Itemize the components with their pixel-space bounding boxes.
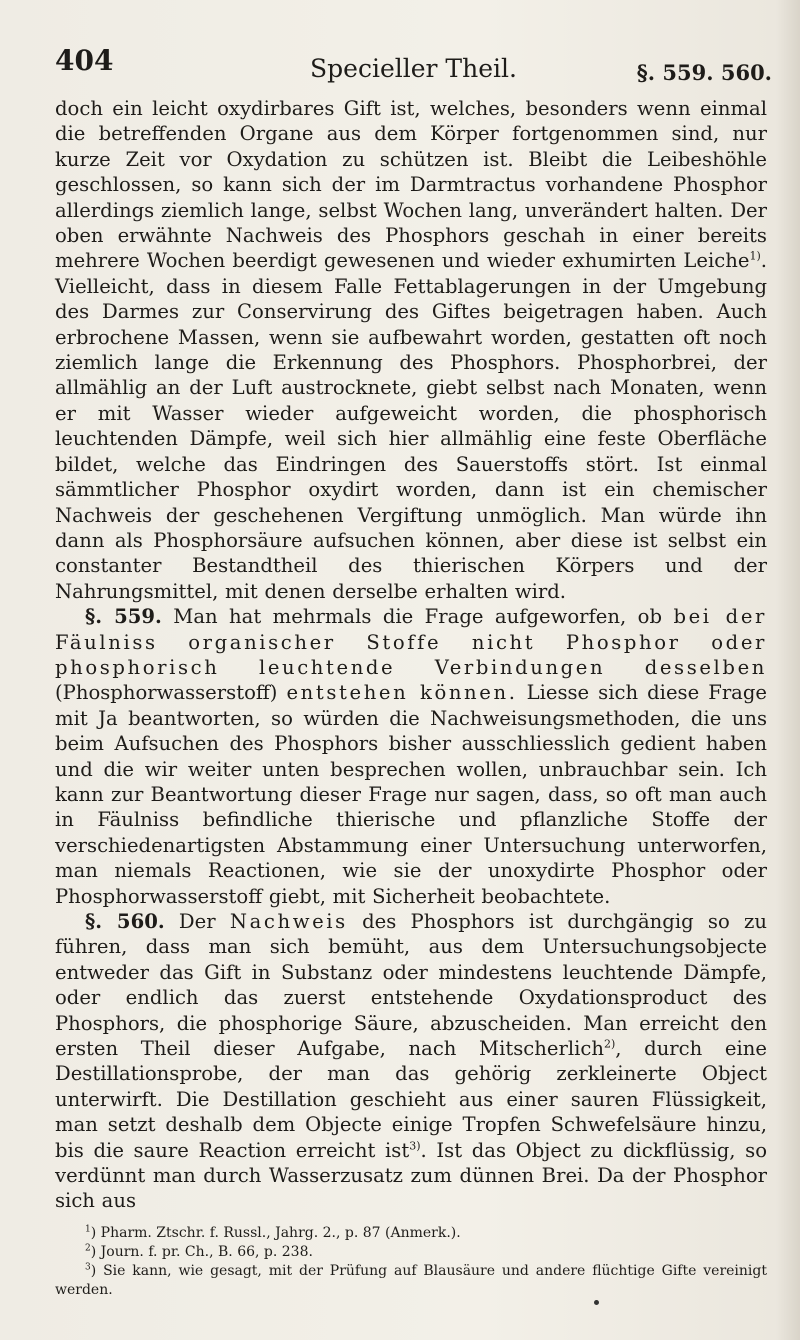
page-header [55,44,772,84]
paragraph-560: §. 560. Der Nachweis des Phosphors ist durchgängig so zu führen, dass man sich bemüht, aus dem Untersuchungsobjecte entweder das Gift in Substanz oder mindestens leuchtende Dämpfe, oder endlich das zuerst entstehende Oxydationsproduct des Phosphors, die phosphorige Säure, abzuscheiden. Man erreicht den ersten Theil dieser Aufgabe, nach Mitscherlich$^{2)}$, durch eine Destillationsprobe, der man das gehörig zerkleinerte Object unterwirft. Die Destillation geschieht aus einer sauren Flüssigkeit, man setzt deshalb dem Objecte einige Tropfen Schwefelsäure hinzu, bis die saure Reaction erreicht ist$^{3)}$. Ist das Object zu dickflüssig, so verdünnt man durch Wasserzusatz zum dünnen Brei. Da der Phosphor sich aus [55,910,767,1213]
paragraph-559: §. 559. Man hat mehrmals die Frage aufgeworfen, ob bei der Fäulniss organischer Stoffe nicht Phosphor oder phosphorisch leuchtende Verbindungen desselben (Phosphorwasserstoff) entstehen können. Liesse sich diese Frage mit Ja beantworten, so würden die Nachweisungsmethoden, die uns beim Aufsuchen des Phosphors bisher ausschliesslich gedient haben und die wir weiter unten besprechen wollen, unbrauchbar sein. Ich kann zur Beantwortung dieser Frage nur sagen, dass, so oft man auch in Fäulniss befindliche thierische und pflanzliche Stoffe der verschiedenartigsten Abstammung einer Untersuchung unterworfen, man niemals Reactionen, wie sie der unoxydirte Phosphor oder Phosphorwasserstoff giebt, mit Sicherheit beobachtete. [55,605,768,908]
emphasis-spaced: entstehen können. [286,681,518,705]
section-number-559: §. 559. [85,605,162,629]
running-title: Specieller Theil. [310,54,517,83]
page-number: 404 [55,44,114,77]
section-range: §. 559. 560. [636,60,772,85]
emphasis-spaced: Nachweis [229,910,348,933]
footnote-2: $^2$) Journ. f. pr. Ch., B. 66, p. 238. [85,1243,313,1260]
footnote-ref-2: 2) [603,1037,616,1051]
print-dot [594,1300,599,1305]
section-number-560: §. 560. [85,910,165,933]
footnote-1: $^1$) Pharm. Ztschr. f. Russl., Jahrg. 2., p. 87 (Anmerk.). [85,1224,461,1241]
footnotes [55,1224,767,1300]
footnote-ref-3: 3) [409,1139,421,1153]
paragraph-continuation: doch ein leicht oxydirbares Gift ist, welches, besonders wenn einmal die betreffenden Organe aus dem Körper fortgenommen sind, nur kurze Zeit vor Oxydation zu schützen ist. Bleibt die Leibeshöhle geschlossen, so kann sich der im Darmtractus vorhandene Phosphor allerdings ziemlich lange, selbst Wochen lang, unverändert halten. Der oben erwähnte Nachweis des Phosphors geschah in einer bereits mehrere Wochen beerdigt gewesenen und wieder exhumirten Leiche$^{1)}$. Vielleicht, dass in diesem Falle Fettablagerungen in der Umgebung des Darmes zur Conservirung des Giftes beigetragen haben. Auch erbrochene Massen, wenn sie aufbewahrt worden, gestatten oft noch ziemlich lange die Erkennung des Phosphors. Phosphorbrei, der allmählig an der Luft austrocknete, giebt selbst nach Monaten, wenn er mit Wasser wieder aufgeweicht worden, die phosphorisch leuchtenden Dämpfe, weil sich hier allmählig eine feste Oberfläche bildet, welche das Eindringen des Sauerstoffs stört. Ist einmal sämmtlicher Phosphor oxydirt worden, dann ist ein chemischer Nachweis der geschehenen Vergiftung unmöglich. Man würde ihn dann als Phosphorsäure aufsuchen können, aber diese ist selbst ein constanter Bestandtheil des thierischen Körpers und der Nahrungsmittel, mit denen derselbe erhalten wird. [55,97,767,603]
footnote-3: $^3$) Sie kann, wie gesagt, mit der Prüfung auf Blausäure und andere flüchtige Gifte vereinigt werden. [55,1262,767,1298]
emphasis-spaced: bei der Fäulniss organischer Stoffe nicht Phosphor oder phosphorisch leuchtende Verbindungen desselben [55,605,767,679]
footnote-ref-1: 1) [749,249,761,263]
main-text [55,96,767,1214]
